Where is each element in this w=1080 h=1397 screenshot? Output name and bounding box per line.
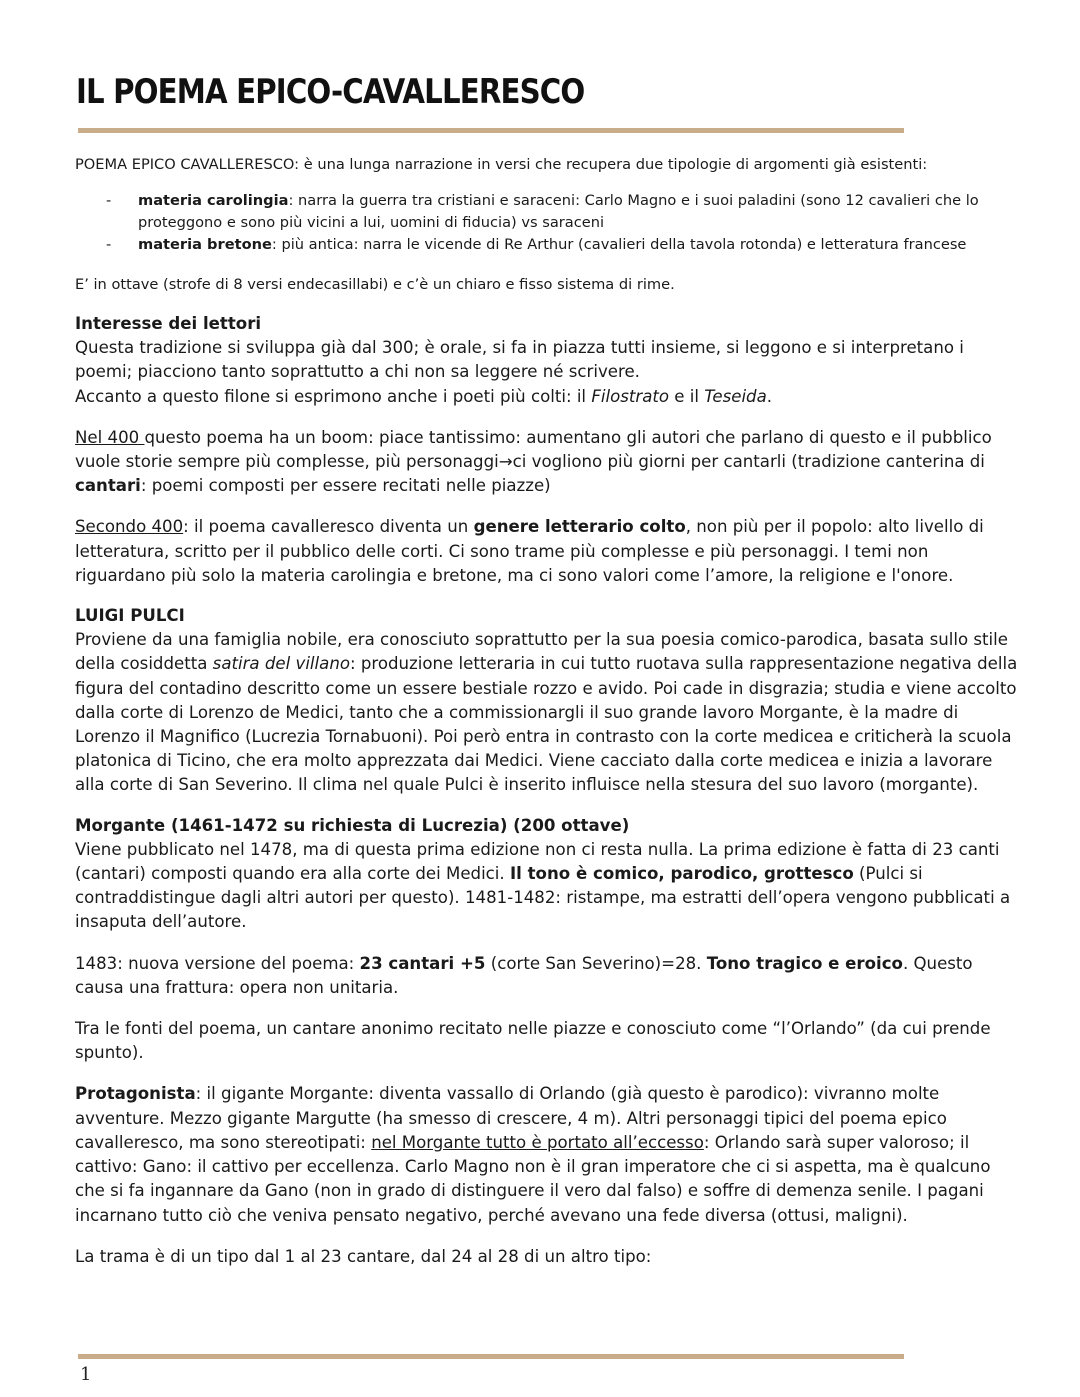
paragraph-text: 1483: nuova versione del poema:	[75, 953, 360, 973]
fonti-paragraph: Tra le fonti del poema, un cantare anonimo recitato nelle piazze e conosciuto come “l’Orlando” (da cui prende spunto).	[75, 1019, 991, 1063]
v1483-paragraph	[75, 952, 1020, 1000]
nel400-paragraph	[75, 426, 1020, 499]
paragraph-text: : Orlando sarà super valoroso; il cattivo: Gano: il cattivo per eccellenza. Carlo Magno non è il gran imperatore che ci si aspetta, ma è qualcuno che si fa ingannare da Gano (non in grado di distinguere il vero dal falso) e soffre di demenza senile. I pagani incarnano tutto ciò che veniva pensato negativo, perché avevano una fede diversa (ottusi, maligni).	[75, 1132, 991, 1225]
document-body	[75, 150, 1020, 1269]
page-number: 1	[80, 1364, 92, 1385]
interesse-section	[75, 312, 1020, 409]
list-item-text: : narra la guerra tra cristiani e saraceni: Carlo Magno e i suoi paladini (sono 12 cavalieri che lo proteggono e sono più vicini a lui, uomini di fiducia) vs saraceni	[138, 192, 979, 231]
paragraph-text: (Pulci si contraddistingue dagli altri autori per questo). 1481-1482: ristampe, ma estratti dell’opera vengono pubblicati a insaputa dell’autore.	[75, 864, 1011, 932]
paragraph-text: : produzione letteraria in cui tutto ruotava sulla rappresentazione negativa della figura del contadino descritto come un essere bestiale rozzo e avido. Poi cade in disgrazia; studia e viene accolto dalla corte di Lorenzo de Medici, tanto che a commissionargli il suo grande lavoro Morgante, è la madre di Lorenzo il Magnifico (Lucrezia Tornabuoni). Poi però entra in contrasto con la corte medicea e criticherà la scuola platonica di Ticino, che era molto apprezzata dai Medici. Viene cacciato dalla corte medicea e inizia a lavorare alla corte di San Severino. Il clima nel quale Pulci è inserito influisce nella stesura del suo lavoro (morgante).	[75, 654, 1018, 795]
paragraph-text: (corte San Severino)=28.	[485, 953, 707, 973]
paragraph-text: Proviene da una famiglia nobile, era conosciuto soprattutto per la sua poesia comico-parodica, basata sullo stile della cosiddetta	[75, 630, 1008, 674]
bold-text: Tono tragico e eroico	[706, 953, 903, 973]
paragraph-text: Questa tradizione si sviluppa già dal 300; è orale, si fa in piazza tutti insieme, si leggono e si interpretano i poemi; piacciono tanto soprattutto a chi non sa leggere né scrivere.	[75, 338, 964, 382]
bold-text: Il tono è comico, parodico, grottesco	[509, 864, 854, 884]
secondo400-paragraph	[75, 515, 1020, 588]
pulci-section	[75, 604, 1020, 798]
paragraph-text: Accanto a questo filone si esprimono anche i poeti più colti: il	[75, 386, 592, 406]
section-heading: LUIGI PULCI	[75, 606, 185, 626]
paragraph-text: : poemi composti per essere recitati nelle piazze)	[140, 476, 551, 496]
section-heading: Interesse dei lettori	[75, 314, 262, 333]
ottave-paragraph: E’ in ottave (strofe di 8 versi endecasillabi) e c’è un chiaro e fisso sistema di rime.	[75, 276, 675, 293]
protagonista-paragraph	[75, 1082, 1020, 1227]
italic-title: Filostrato	[591, 386, 670, 406]
bold-text: 23 cantari +5	[359, 953, 486, 973]
intro-paragraph: POEMA EPICO CAVALLERESCO: è una lunga narrazione in versi che recupera due tipologie di argomenti già esistenti:	[75, 156, 928, 173]
morgante-section	[75, 814, 1020, 935]
title-divider	[78, 128, 904, 133]
italic-title: Teseida	[704, 386, 767, 406]
bullet-list	[75, 190, 1020, 256]
underlined-text: Secondo 400	[75, 517, 184, 537]
italic-text: satira del villano	[212, 654, 350, 674]
page-title: IL POEMA EPICO-CAVALLERESCO	[76, 72, 585, 112]
paragraph-text: questo poema ha un boom: piace tantissimo: aumentano gli autori che parlano di questo e il pubblico vuole storie sempre più complesse, più personaggi→ci vogliono più giorni per cantarli (tradizione canterina di	[75, 427, 992, 472]
paragraph-text: Viene pubblicato nel 1478, ma di questa prima edizione non ci resta nulla. La prima edizione è fatta di 23 canti (cantari) composti quando era alla corte dei Medici.	[75, 839, 1000, 884]
underlined-text: nel Morgante tutto è portato all’eccesso	[371, 1132, 704, 1152]
list-item-term: materia bretone	[138, 236, 272, 253]
paragraph-text: : il gigante Morgante: diventa vassallo di Orlando (già questo è parodico): vivranno molte avventure. Mezzo gigante Margutte (ha smesso di crescere, 4 m). Altri personaggi tipici del poema epico cavalleresco, ma sono stereotipati:	[75, 1084, 947, 1152]
list-item-text: : più antica: narra le vicende di Re Arthur (cavalieri della tavola rotonda) e letteratura francese	[271, 236, 967, 253]
list-item	[75, 234, 1020, 256]
footer-divider	[78, 1354, 904, 1359]
underlined-text: Nel 400	[75, 427, 145, 447]
bold-text: Protagonista	[75, 1084, 196, 1104]
list-item-term: materia carolingia	[138, 192, 289, 209]
paragraph-text: , non più per il popolo: alto livello di letteratura, scritto per il pubblico delle corti. Ci sono trame più complesse e più personaggi. I temi non riguardano più solo la materia carolingia e bretone, ma ci sono valori come l’amore, la religione e l'onore.	[75, 517, 984, 585]
bold-text: genere letterario colto	[473, 517, 686, 537]
paragraph-text: e il	[669, 386, 705, 406]
paragraph-text: : il poema cavalleresco diventa un	[183, 517, 474, 537]
section-heading: Morgante (1461-1472 su richiesta di Lucrezia) (200 ottave)	[75, 815, 630, 835]
bold-text: cantari	[75, 476, 141, 496]
list-item	[75, 190, 1020, 234]
trama-paragraph: La trama è di un tipo dal 1 al 23 cantare, dal 24 al 28 di un altro tipo:	[75, 1246, 652, 1266]
paragraph-text: .	[766, 386, 773, 406]
paragraph-text: . Questo causa una frattura: opera non unitaria.	[75, 953, 973, 997]
